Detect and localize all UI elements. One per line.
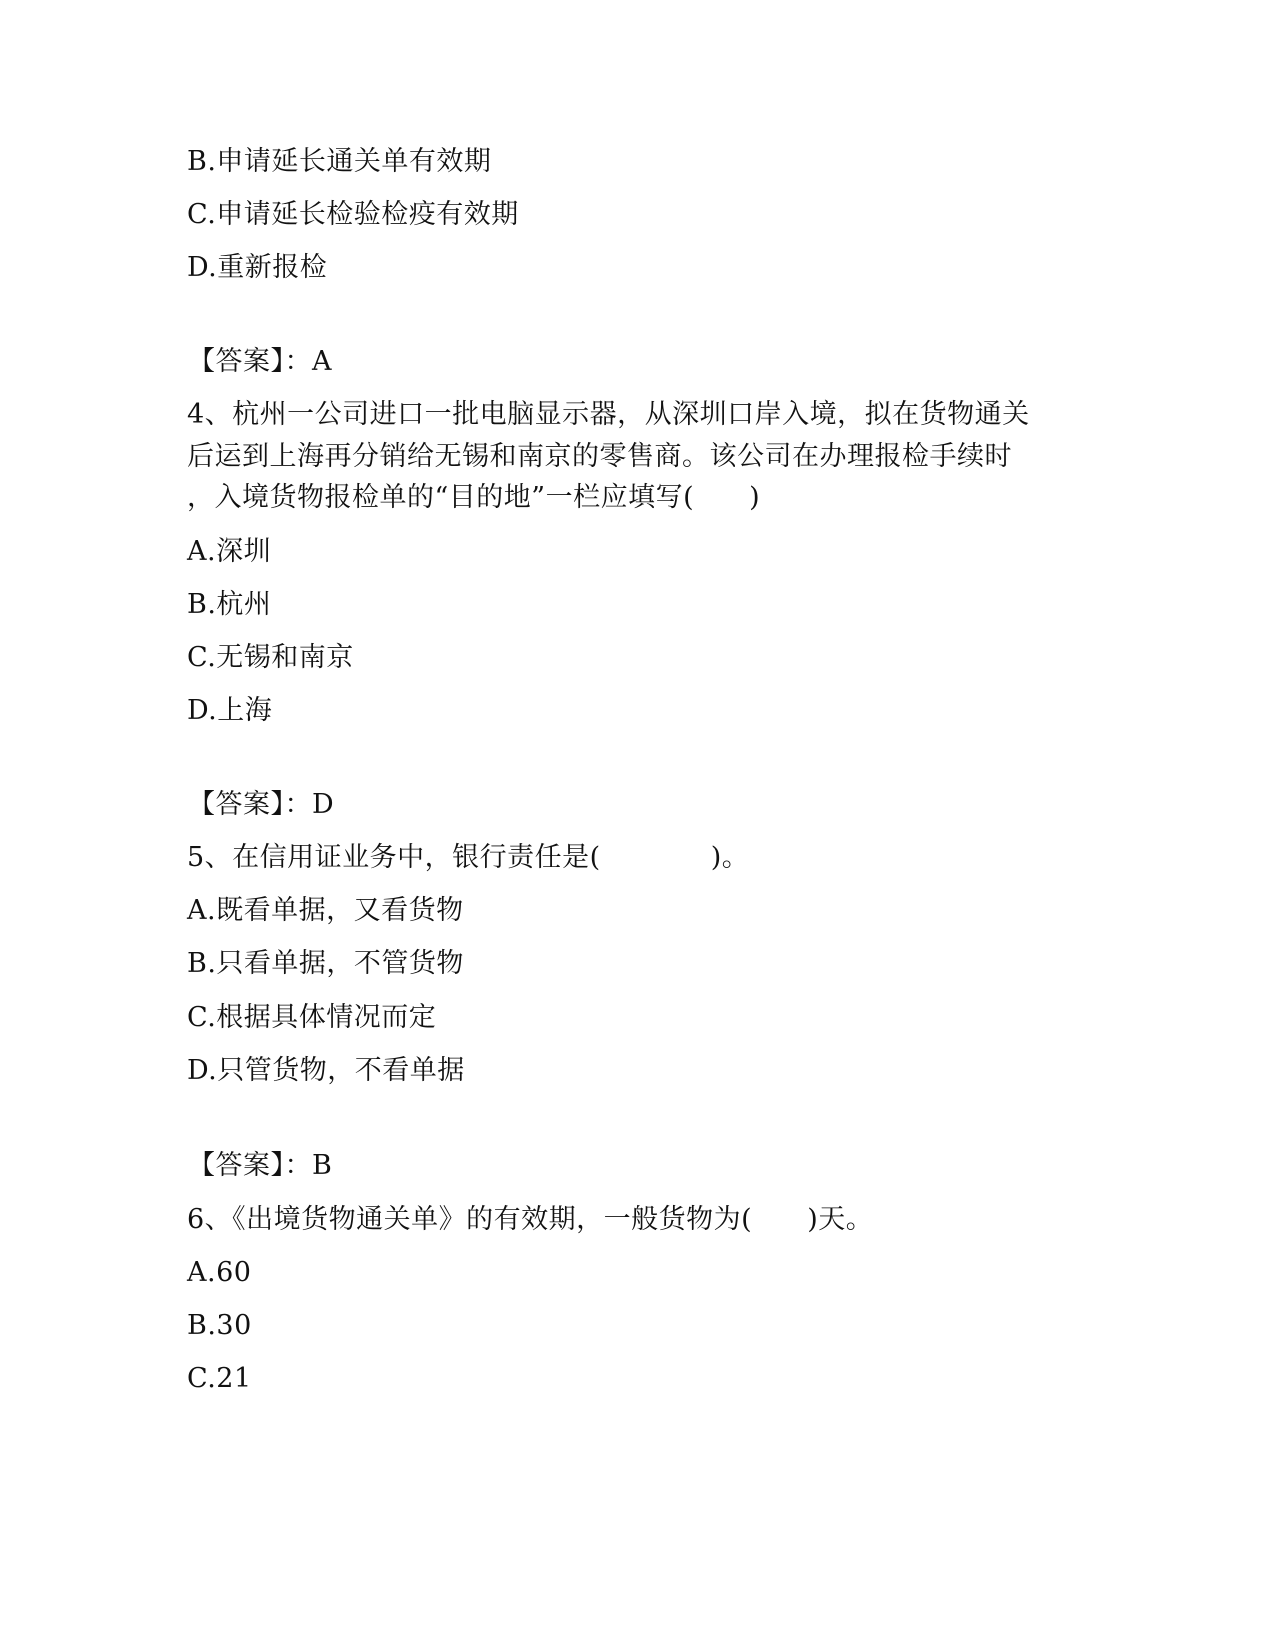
q5-option-c: C.根据具体情况而定	[187, 1002, 437, 1033]
q6-stem: 6、《出境货物通关单》的有效期，一般货物为( )天。	[187, 1204, 874, 1235]
q4-option-b: B.杭州	[187, 589, 272, 620]
q4-stem-line-3: ，入境货物报检单的“目的地”一栏应填写( )	[187, 482, 761, 513]
q5-option-a: A.既看单据，又看货物	[187, 895, 464, 926]
q3-option-d: D.重新报检	[187, 252, 328, 283]
q4-option-c: C.无锡和南京	[187, 642, 354, 673]
q5-option-d: D.只管货物，不看单据	[187, 1055, 465, 1086]
q6-option-a: A.60	[187, 1257, 252, 1288]
q4-answer: 【答案】：D	[188, 789, 335, 820]
q5-stem: 5、在信用证业务中，银行责任是( )。	[187, 842, 750, 873]
q4-option-d: D.上海	[187, 695, 273, 726]
q3-answer: 【答案】：A	[188, 346, 332, 377]
q5-answer: 【答案】：B	[188, 1150, 333, 1181]
q5-option-b: B.只看单据，不管货物	[187, 948, 464, 979]
q4-stem-line-1: 4、杭州一公司进口一批电脑显示器，从深圳口岸入境，拟在货物通关	[187, 399, 1030, 430]
q6-option-b: B.30	[187, 1310, 252, 1341]
q4-option-a: A.深圳	[187, 536, 272, 567]
q3-option-b: B.申请延长通关单有效期	[187, 146, 492, 177]
q4-stem-line-2: 后运到上海再分销给无锡和南京的零售商。该公司在办理报检手续时	[187, 441, 1012, 472]
q3-option-c: C.申请延长检验检疫有效期	[187, 199, 519, 230]
q6-option-c: C.21	[187, 1363, 252, 1394]
